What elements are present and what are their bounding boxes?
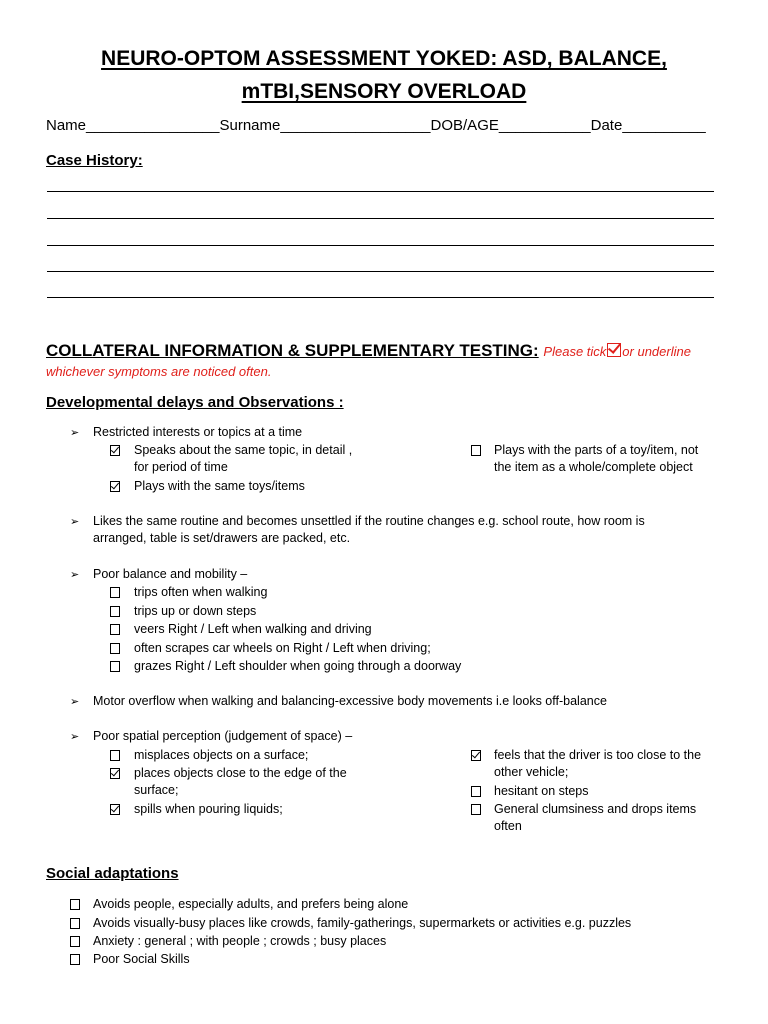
motor-text: Motor overflow when walking and balancing-excessive body movements i.e looks off-balance [93,694,607,708]
item-text: Poor Social Skills [93,952,190,966]
page-title: NEURO-OPTOM ASSESSMENT YOKED: ASD, BALANCE, [101,47,667,70]
page-subtitle: mTBI,SENSORY OVERLOAD [241,80,527,103]
item-text: places objects close to the edge of the [134,766,347,780]
checkbox[interactable] [70,899,80,910]
spatial-label: Poor spatial perception (judgement of space) – [93,729,353,743]
item-text: Plays with the same toys/items [134,479,305,493]
item-text: trips up or down steps [134,604,257,618]
balance-label: Poor balance and mobility – [93,567,248,581]
case-history-line[interactable] [47,297,714,298]
checkbox[interactable] [70,918,80,929]
checkbox[interactable] [110,750,120,761]
checkbox[interactable] [110,606,120,617]
item-text: General clumsiness and drops items [494,802,697,816]
item-text: surface; [134,783,179,797]
item-text: grazes Right / Left shoulder when going through a doorway [134,659,462,673]
case-history-line[interactable] [47,218,714,219]
item-text: feels that the driver is too close to the [494,748,702,762]
collateral-heading-text: COLLATERAL INFORMATION & SUPPLEMENTARY TESTING: [46,341,539,360]
checkbox[interactable] [471,804,481,815]
case-history-line[interactable] [47,245,714,246]
checkbox[interactable] [471,445,481,456]
instruction-text [543,344,691,359]
checkbox[interactable] [110,768,120,779]
item-text: hesitant on steps [494,784,589,798]
checkbox[interactable] [110,445,120,456]
checkbox[interactable] [471,750,481,761]
developmental-heading: Developmental delays and Observations : [46,394,344,411]
arrow-bullet-icon: ➢ [70,516,80,528]
arrow-bullet-icon: ➢ [70,569,80,581]
item-text: Plays with the parts of a toy/item, not [494,443,699,457]
tick-box-icon [607,343,621,357]
routine-line2: arranged, table is set/drawers are packed, etc. [93,531,351,545]
item-text: often scrapes car wheels on Right / Left when driving; [134,641,431,655]
routine-line1: Likes the same routine and becomes unsettled if the routine changes e.g. school route, how room is [93,514,645,528]
item-text: Avoids visually-busy places like crowds, family-gatherings, supermarkets or activities e.g. puzzles [93,916,632,930]
instruction-part1: Please tick [543,344,607,359]
instruction-part2: or underline [622,344,691,359]
item-text: often [494,819,522,833]
arrow-bullet-icon: ➢ [70,427,80,439]
collateral-heading [46,341,691,361]
item-text: misplaces objects on a surface; [134,748,309,762]
checkbox[interactable] [110,804,120,815]
item-text: veers Right / Left when walking and driving [134,622,372,636]
instruction-line2: whichever symptoms are noticed often. [46,364,272,379]
case-history-line[interactable] [47,271,714,272]
checkbox[interactable] [110,587,120,598]
checkbox[interactable] [110,643,120,654]
restricted-label: Restricted interests or topics at a time [93,425,303,439]
item-text: Speaks about the same topic, in detail , [134,443,353,457]
case-history-line[interactable] [47,191,714,192]
checkbox[interactable] [471,786,481,797]
item-text: other vehicle; [494,765,569,779]
item-text: Avoids people, especially adults, and prefers being alone [93,897,409,911]
checkbox[interactable] [70,954,80,965]
item-text: trips often when walking [134,585,268,599]
item-text: for period of time [134,460,228,474]
item-text: spills when pouring liquids; [134,802,283,816]
social-heading: Social adaptations [46,865,179,882]
arrow-bullet-icon: ➢ [70,696,80,708]
item-text: the item as a whole/complete object [494,460,693,474]
checkbox[interactable] [110,624,120,635]
checkbox[interactable] [70,936,80,947]
checkbox[interactable] [110,661,120,672]
item-text: Anxiety : general ; with people ; crowds ; busy places [93,934,387,948]
arrow-bullet-icon: ➢ [70,731,80,743]
checkbox[interactable] [110,481,120,492]
case-history-heading: Case History: [46,152,143,169]
patient-fields[interactable]: Name________________Surname__________________DOB/AGE___________Date__________ [46,117,706,134]
